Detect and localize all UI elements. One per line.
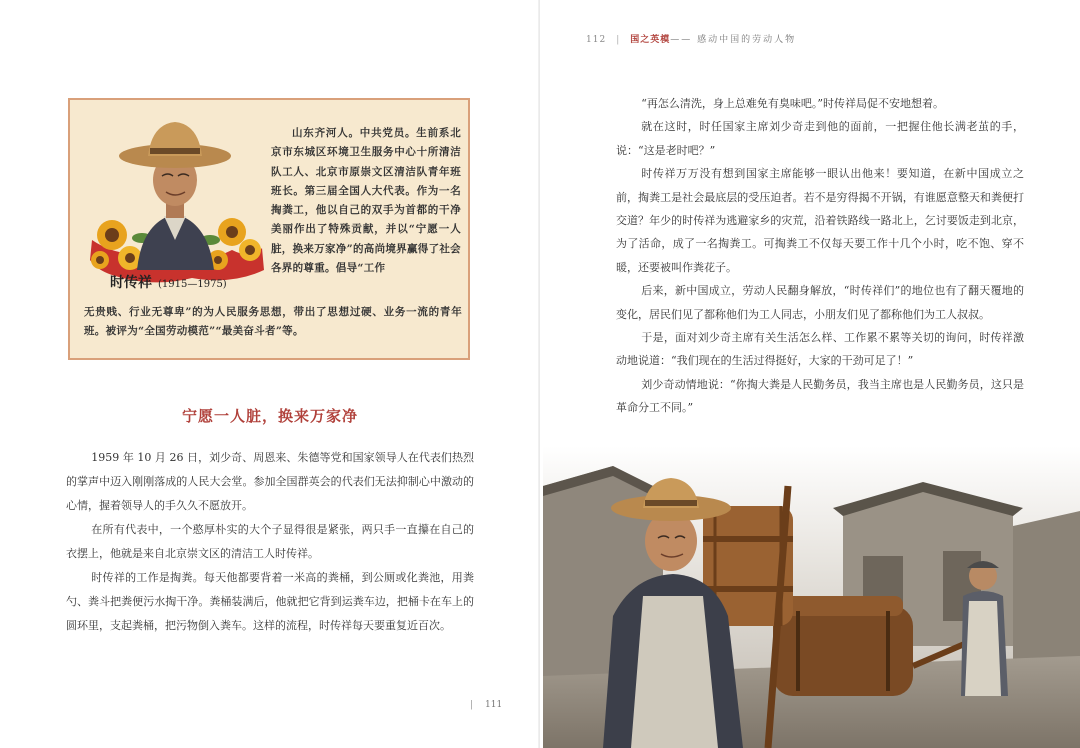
bio-name: 时传祥 (110, 275, 152, 291)
portrait-illustration (82, 110, 268, 292)
paragraph: 1959 年 10 月 26 日，刘少奇、周恩来、朱德等党和国家领导人在代表们热烈的掌声中迈入刚刚落成的人民大会堂。参加全国群英会的代表们无法抑制心中激动的心情，握着领导人的手久久不愿放开。 (66, 451, 474, 512)
paragraph: “再怎么清洗，身上总难免有臭味吧。”时传祥局促不安地想着。 (641, 97, 945, 110)
left-page-folio (470, 700, 502, 710)
left-body-text (66, 446, 474, 638)
bio-text-bottom: 无贵贱、行业无尊卑”的为人民服务思想，带出了思想过硬、业务一流的青年班。被评为“全国劳动模范”“最美奋斗者”等。 (84, 306, 462, 338)
section-title: 宁愿一人脏，换来万家净 (181, 407, 358, 425)
paragraph: 刘少奇动情地说：“你掏大粪是人民勤务员，我当主席也是人民勤务员，这只是革命分工不同。” (616, 377, 1024, 415)
running-head (586, 32, 796, 45)
bio-years: (1915—1975) (158, 279, 227, 290)
story-illustration (543, 446, 1080, 748)
paragraph: 于是，面对刘少奇主席有关生活怎么样、工作累不累等关切的询问，时传祥激动地说道：“我们现在的生活过得挺好，大家的干劲可足了！” (616, 331, 1024, 368)
folio-separator: | (470, 700, 474, 710)
book-subtitle: —— 感动中国的劳动人物 (670, 35, 797, 45)
paragraph: 后来，新中国成立，劳动人民翻身解放，“时传祥们”的地位也有了翻天覆地的变化，居民们见了都称他们为工人同志，小朋友们见了都称他们为工人叔叔。 (616, 284, 1024, 321)
bio-text-right: 山东齐河人。中共党员。生前系北京市东城区环境卫生服务中心十所清洁队工人、北京市原崇文区清洁队青年班班长。第三届全国人大代表。作为一名掏粪工，他以自己的双手为首都的干净美丽作出了特殊贡献，并以“宁愿一人脏，换来万家净”的高尚境界赢得了社会各界的尊重。倡导“工作 (271, 127, 461, 275)
paragraph: 就在这时，时任国家主席刘少奇走到他的面前，一把握住他长满老茧的手，说：“这是老时吧？” (616, 120, 1024, 157)
page-number: 111 (485, 700, 503, 710)
page-number: 112 (586, 35, 607, 45)
paragraph: 时传祥的工作是掏粪。每天他都要背着一米高的粪桶，到公厕或化粪池，用粪勺、粪斗把粪便污水掏干净。粪桶装满后，他就把它背到运粪车边，把桶卡在车上的圆环里，支起粪桶，把污物倒入粪车。这样的流程，时传祥每天要重复近百次。 (66, 571, 474, 632)
header-separator: | (616, 35, 621, 45)
paragraph: 在所有代表中，一个憨厚朴实的大个子显得很是紧张，两只手一直攥在自己的衣摆上，他就是来自北京崇文区的清洁工人时传祥。 (66, 523, 474, 560)
book-title: 国之英模 (630, 35, 671, 45)
biography-box (68, 98, 470, 360)
paragraph: 时传祥万万没有想到国家主席能够一眼认出他来！要知道，在新中国成立之前，掏粪工是社会最底层的受压迫者。若不是穷得揭不开锅，有谁愿意整天和粪便打交道？年少的时传祥为逃避家乡的灾荒，沿着铁路线一路北上，乞讨要饭走到北京，为了活命，成了一名掏粪工。可掏粪工不仅每天要工作十几个小时，吃不饱、穿不暖，还要被叫作粪花子。 (616, 167, 1024, 274)
right-body-text (616, 92, 1024, 420)
bio-name-row (110, 272, 227, 292)
